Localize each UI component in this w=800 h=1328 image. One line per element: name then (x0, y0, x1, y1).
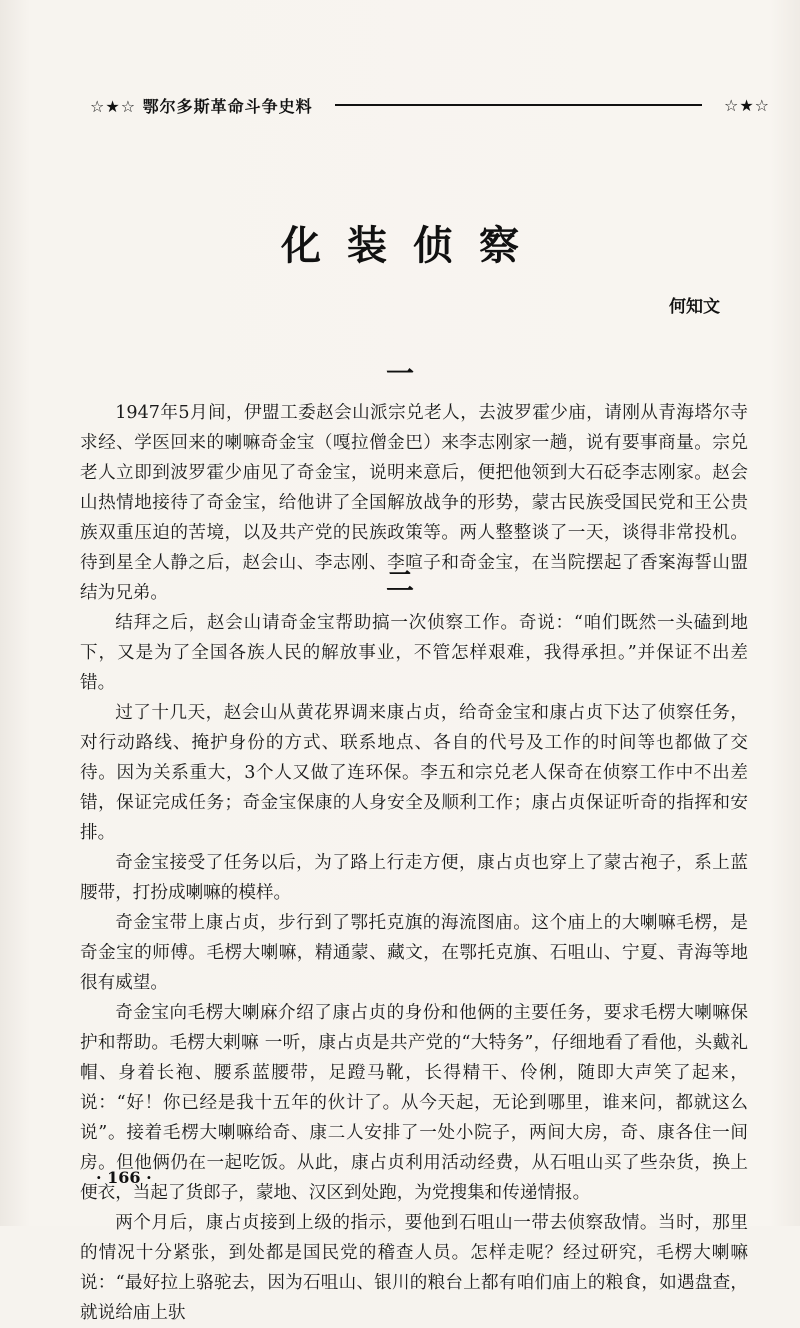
section-body-2 (80, 608, 748, 1328)
paragraph: 1947年5月间，伊盟工委赵会山派宗兑老人，去波罗霍少庙，请刚从青海塔尔寺求经、学医回来的喇嘛奇金宝（嘎拉僧金巴）来李志刚家一趟，说有要事商量。宗兑老人立即到波罗霍少庙见了奇金宝，说明来意后，便把他领到大石砭李志刚家。赵会山热情地接待了奇金宝，给他讲了全国解放战争的形势，蒙古民族受国民党和王公贵族双重压迫的苦境，以及共产党的民族政策等。两人整整谈了一天，谈得非常投机。待到星全人静之后，赵会山、李志刚、李喧子和奇金宝，在当院摆起了香案海誓山盟结为兄弟。 (80, 403, 748, 603)
running-header-title: ☆★☆ 鄂尔多斯革命斗争史料 (90, 96, 313, 116)
paragraph: 过了十几天，赵会山从黄花界调来康占贞，给奇金宝和康占贞下达了侦察任务，对行动路线、掩护身份的方式、联系地点、各自的代号及工作的时间等也都做了交待。因为关系重大，3个人又做了连环保。李五和宗兑老人保奇在侦察工作中不出差错，保证完成任务；奇金宝保康的人身安全及顺利工作；康占贞保证听奇的指挥和安排。 (80, 703, 748, 843)
page-number: · 166 · (96, 1168, 152, 1187)
section-heading-2: 二 (385, 565, 414, 598)
article-title: 化装侦察 (281, 223, 545, 269)
section-heading-1: 一 (385, 357, 414, 390)
header-rule (335, 104, 702, 106)
paragraph: 奇金宝向毛楞大喇麻介绍了康占贞的身份和他俩的主要任务，要求毛楞大喇嘛保护和帮助。毛楞大剌嘛 一听，康占贞是共产党的“大特务”，仔细地看了看他，头戴礼帽、身着长袍、腰系蓝腰带，足蹬马靴，长得精干、伶俐，随即大声笑了起来，说：“好！你已经是我十五年的伙计了。从今天起，无论到哪里，谁来问，都就这么说”。接着毛楞大喇嘛给奇、康二人安排了一处小院子，两间大房，奇、康各住一间房。但他俩仍在一起吃饭。从此，康占贞利用活动经费，从石咀山买了些杂货，换上便衣，当起了货郎子，蒙地、汉区到处跑，为党搜集和传递情报。 (80, 1003, 748, 1203)
paragraph: 奇金宝接受了任务以后，为了路上行走方便，康占贞也穿上了蒙古袍子，系上蓝腰带，打扮成喇嘛的模样。 (80, 853, 748, 903)
article-author: 何知文 (669, 297, 720, 317)
paragraph: 两个月后，康占贞接到上级的指示，要他到石咀山一带去侦察敌情。当时，那里的情况十分紧张，到处都是国民党的稽查人员。怎样走呢？经过研究，毛楞大喇嘛说：“最好拉上骆驼去，因为石咀山、银川的粮台上都有咱们庙上的粮食，如遇盘查，就说给庙上驮 (80, 1213, 748, 1323)
paragraph: 结拜之后，赵会山请奇金宝帮助搞一次侦察工作。奇说：“咱们既然一头磕到地下，又是为了全国各族人民的解放事业，不管怎样艰难，我得承担。”并保证不出差错。 (80, 613, 748, 693)
header-stars: ☆★☆ (723, 95, 770, 115)
running-header (90, 92, 770, 118)
paragraph: 奇金宝带上康占贞，步行到了鄂托克旗的海流图庙。这个庙上的大喇嘛毛楞，是奇金宝的师傅。毛楞大喇嘛，精通蒙、藏文，在鄂托克旗、石咀山、宁夏、青海等地很有威望。 (80, 913, 748, 993)
